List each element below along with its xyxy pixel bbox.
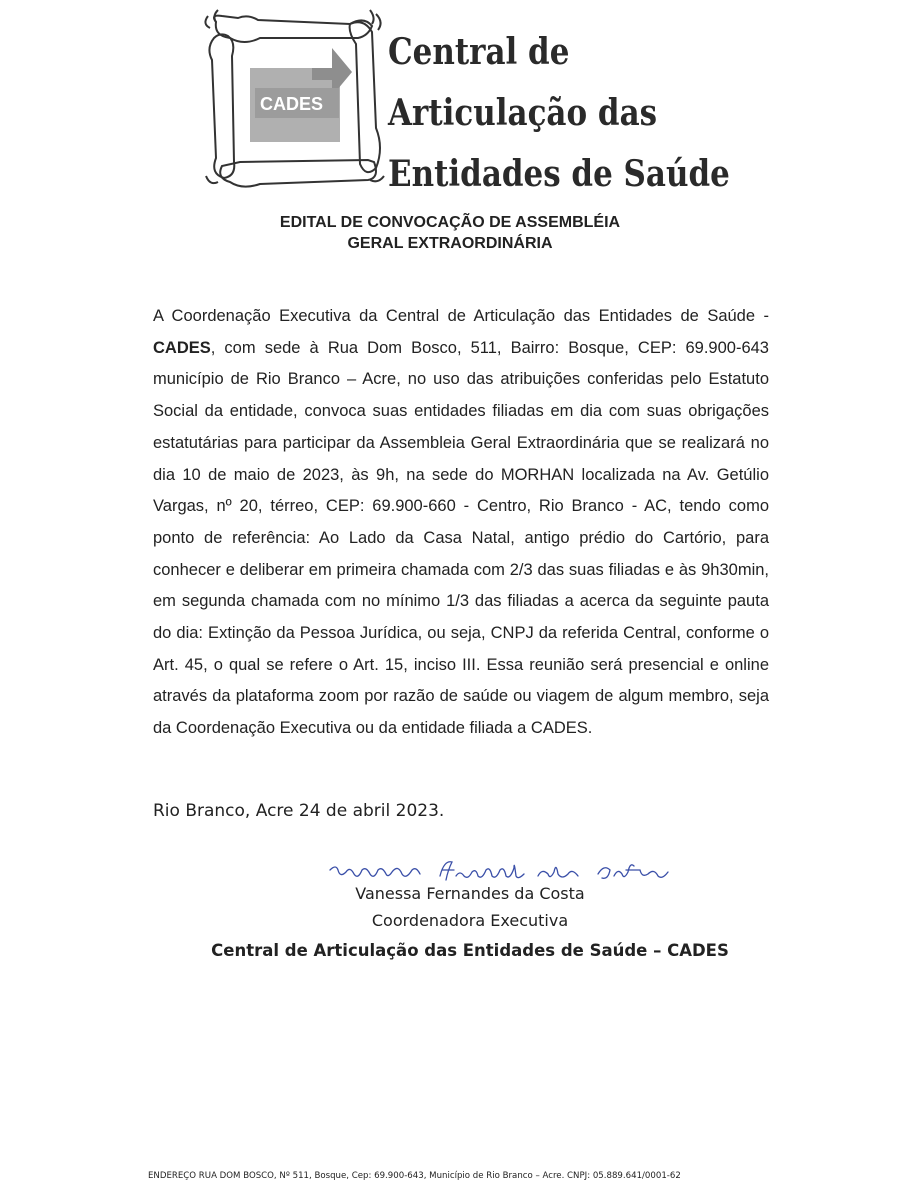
footer-address: ENDEREÇO RUA DOM BOSCO, Nº 511, Bosque, Cep: 69.900-643, Município de Rio Branco – Acre. CNPJ: 05.889.641/0001-62 — [148, 1171, 681, 1181]
paragraph-acronym: CADES — [153, 338, 211, 357]
cades-logo-icon — [200, 8, 390, 188]
signature-block — [200, 880, 740, 968]
document-title-line-2: GERAL EXTRAORDINÁRIA — [347, 235, 553, 252]
paragraph-intro: A Coordenação Executiva da Central de Articulação das Entidades de Saúde - — [153, 307, 769, 325]
document-title — [150, 212, 750, 254]
signer-organization: Central de Articulação das Entidades de Saúde – CADES — [211, 941, 729, 960]
org-title-line-1: Central de — [388, 31, 570, 73]
org-title-line-2: Articulação das — [388, 92, 658, 134]
place-date: Rio Branco, Acre 24 de abril 2023. — [153, 801, 445, 821]
org-title-line-3: Entidades de Saúde — [388, 153, 730, 195]
document-title-line-1: EDITAL DE CONVOCAÇÃO DE ASSEMBLÉIA — [279, 214, 621, 231]
signer-name: Vanessa Fernandes da Costa — [355, 884, 585, 903]
signer-role: Coordenadora Executiva — [371, 911, 569, 930]
org-title — [388, 22, 730, 205]
convocation-paragraph — [153, 301, 769, 745]
paragraph-body: , com sede à Rua Dom Bosco, 511, Bairro: Bosque, CEP: 69.900-643 município de Rio Branco – Acre, no uso das atribuições conferidas pelo Estatuto Social da entidade, convoca suas entidades filiadas em dia com suas obrigações estatutárias para participar da Assembleia Geral Extraordinária que se realizará no dia 10 de maio de 2023, às 9h, na sede do MORHAN localizada na Av. Getúlio Vargas, nº 20, térreo, CEP: 69.900-660 - Centro, Rio Branco - AC, tendo como ponto de referência: Ao Lado da Casa Natal, antigo prédio do Cartório, para conhecer e deliberar em primeira chamada com 2/3 das suas filiadas e às 9h30min, em segunda chamada com no mínimo 1/3 das filiadas a acerca da seguinte pauta do dia: Extinção da Pessoa Jurídica, ou seja, CNPJ da referida Central, conforme o Art. 45, o qual se refere o Art. 15, inciso III. Essa reunião será presencial e online através da plataforma zoom por razão de saúde ou viagem de algum membro, seja da Coordenação Executiva ou da entidade filiada a CADES. — [153, 338, 769, 738]
logo-text: CADES — [260, 94, 324, 114]
